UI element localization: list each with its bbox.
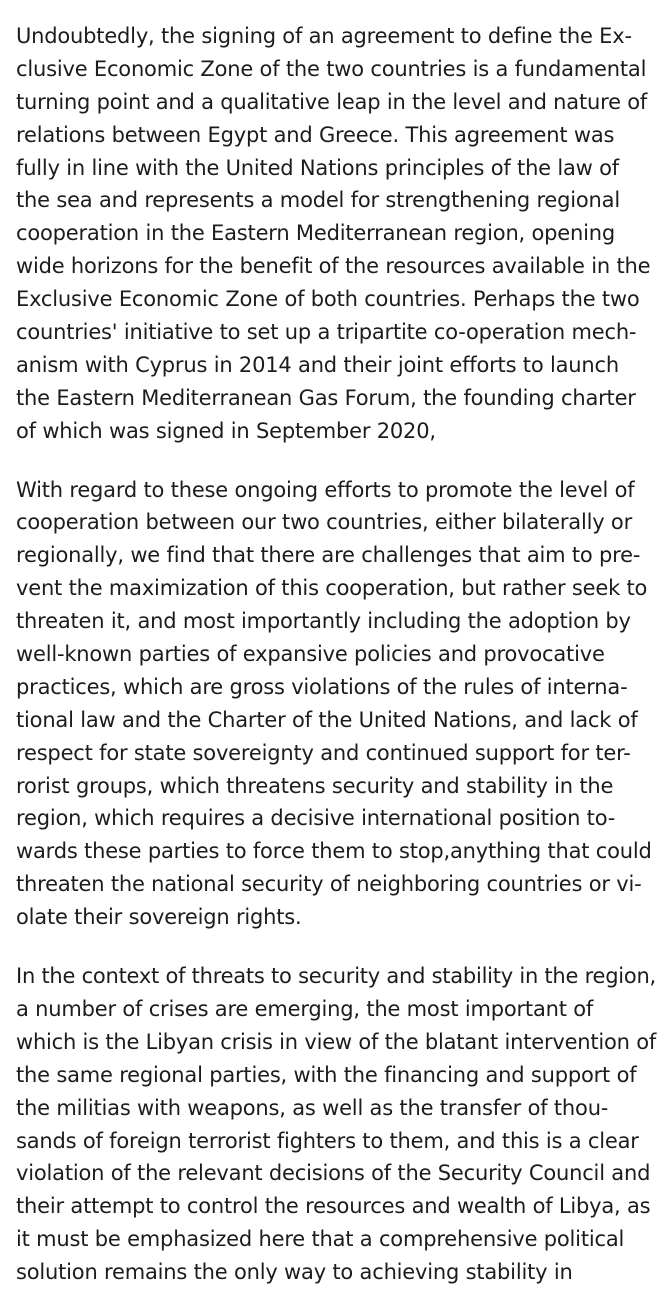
text-line: cooperation between our two countries, either bilaterally or bbox=[16, 510, 633, 535]
text-line: of which was signed in September 2020, bbox=[16, 418, 436, 443]
text-line: the same regional parties, with the financing and support of bbox=[16, 1062, 637, 1087]
text-line: tional law and the Charter of the United Nations, and lack of bbox=[16, 707, 638, 732]
text-line: practices, which are gross violations of the rules of interna- bbox=[16, 674, 628, 699]
text-line: turning point and a qualitative leap in the level and nature of bbox=[16, 89, 648, 114]
text-line: clusive Economic Zone of the two countries is a fundamental bbox=[16, 56, 647, 81]
text-line: With regard to these ongoing efforts to promote the level of bbox=[16, 477, 635, 502]
text-line: Undoubtedly, the signing of an agreement to define the Ex- bbox=[16, 24, 632, 48]
text-line: it must be emphasized here that a comprehensive political bbox=[16, 1227, 625, 1252]
paragraph-cooperation-challenges bbox=[16, 474, 656, 934]
text-line: wards these parties to force them to stop,anything that could bbox=[16, 839, 652, 864]
text-line: sands of foreign terrorist fighters to them, and this is a clear bbox=[16, 1128, 639, 1153]
text-line: rorist groups, which threatens security and stability in the bbox=[16, 773, 614, 798]
text-line: the sea and represents a model for strengthening regional bbox=[16, 188, 620, 213]
text-line: region, which requires a decisive international position to- bbox=[16, 806, 616, 831]
text-line: regionally, we find that there are challenges that aim to pre- bbox=[16, 543, 641, 568]
text-line: cooperation in the Eastern Mediterranean region, opening bbox=[16, 221, 615, 246]
text-line: threaten the national security of neighboring countries or vi- bbox=[16, 872, 642, 897]
text-line: olate their sovereign rights. bbox=[16, 905, 302, 930]
text-line: countries' initiative to set up a tripartite co-operation mech- bbox=[16, 320, 637, 345]
text-line: In the context of threats to security and stability in the region, bbox=[16, 964, 656, 989]
text-line: solution remains the only way to achieving stability in bbox=[16, 1260, 573, 1285]
text-line: respect for state sovereignty and continued support for ter- bbox=[16, 740, 631, 765]
text-line: their attempt to control the resources and wealth of Libya, as bbox=[16, 1194, 651, 1219]
text-line: anism with Cyprus in 2014 and their joint efforts to launch bbox=[16, 352, 619, 377]
paragraph-eez-agreement bbox=[16, 20, 656, 448]
text-line: which is the Libyan crisis in view of the blatant intervention of bbox=[16, 1029, 657, 1054]
text-line: vent the maximization of this cooperation, but rather seek to bbox=[16, 576, 648, 601]
text-line: violation of the relevant decisions of the Security Council and bbox=[16, 1161, 651, 1186]
text-line: wide horizons for the benefit of the resources available in the bbox=[16, 254, 651, 279]
text-line: threaten it, and most importantly including the adoption by bbox=[16, 609, 631, 634]
text-line: relations between Egypt and Greece. This agreement was bbox=[16, 122, 615, 147]
paragraph-libyan-crisis bbox=[16, 960, 656, 1289]
text-line: the militias with weapons, as well as the transfer of thou- bbox=[16, 1095, 609, 1120]
text-line: the Eastern Mediterranean Gas Forum, the founding charter bbox=[16, 385, 636, 410]
article-body bbox=[16, 20, 656, 1289]
text-line: fully in line with the United Nations principles of the law of bbox=[16, 155, 619, 180]
text-line: well-known parties of expansive policies and provocative bbox=[16, 642, 605, 667]
text-line: Exclusive Economic Zone of both countries. Perhaps the two bbox=[16, 287, 640, 312]
text-line: a number of crises are emerging, the most important of bbox=[16, 996, 594, 1021]
